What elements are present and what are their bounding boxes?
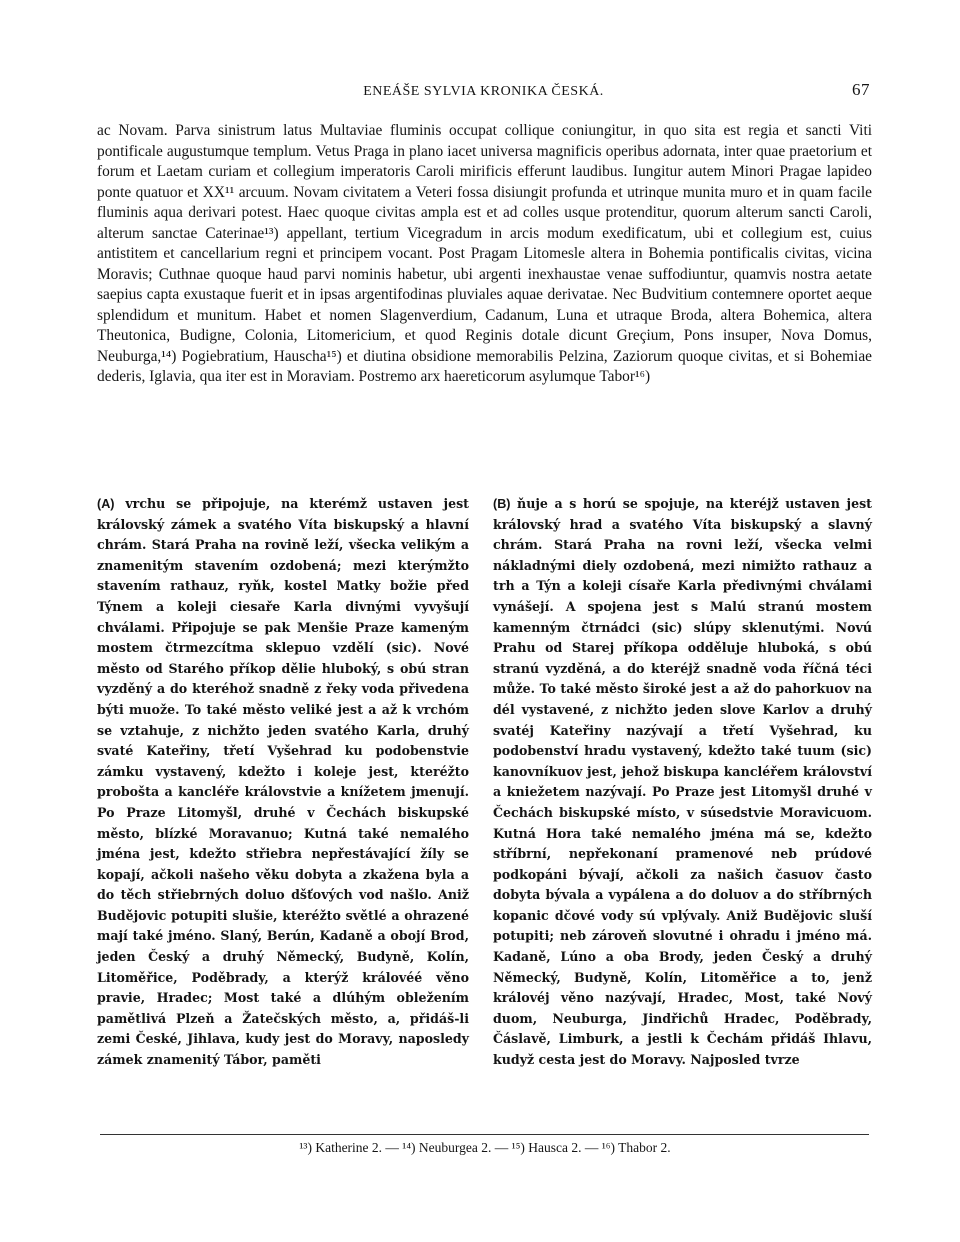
page-number: 67	[852, 80, 870, 99]
czech-column-a	[97, 494, 469, 1071]
running-head	[97, 80, 870, 104]
footnotes: ¹³) Katherine 2. — ¹⁴) Neuburgea 2. — ¹⁵) Hausca 2. — ¹⁶) Thabor 2.	[299, 1140, 671, 1155]
column-b-marker: (B)	[493, 497, 511, 511]
footnote-rule	[100, 1134, 869, 1135]
column-a-text: vrchu se připojuje, na kterémž ustaven jest královský zámek a svatého Víta biskupský a hlavní chrám. Stará Praha na rovině leží, všecka velikým a znamenitým stavením ozdobená; mezi kterýmžto stavením rathauz, ryňk, kostel Matky božie před Týnem a koleji ciesaře Karla divnými vyvyšují chválami. Připojuje se pak Menšie Praze kameným mostem čtrmezcítma sklepuo vzdělí (sic). Nové město od Starého příkop dělie hluboký, s obú stran vyzděný a do kteréhož snadně z řeky voda přivedena býti muože. To také město veliké jest a až k vrchóm se vztahuje, z nichžto jeden svatého Karla, druhý svaté Kateřiny, třetí Vyšehrad ku podobenstvie zámku vystavený, kdežto i koleje jest, kteréžto probošta a kancléře královstvie a knížetem jmenují. Po Praze Litomyšl, druhé v Čechách biskupské město, blízké Moravanuo; Kutná také nemalého jména jest, kdežto střiebra nepřestávající žíly se kopají, ačkoli našeho věku dobyta a zkažena byla a do těch střiebrných doluo dšťových vod našlo. Aniž Budějovic potupiti slušie, kteréžto světlé a ohrazené mají také jméno. Slaný, Berún, Kadaně a obojí Brod, jeden Český a druhý Německý, Budyně, Kolín, Litoměřice, Poděbrady, a kterýž královéé věno pravie, Hradec; Most také a dlúhým obležením pamětlivá Plzeň a Žatečských město, a, přidáš-li zemi České, Jihlava, kudy jest do Moravy, naposledy zámek znamenitý Tábor, paměti	[97, 496, 469, 1068]
latin-paragraph: ac Novam. Parva sinistrum latus Multaviae fluminis occupat collique coniungitur, in quo sita est regia et sancti Viti pontificale augustumque templum. Vetus Praga in plano iacet universa magnificis operibus adornata, inter quae praetorium et forum et Laetam curiam et collegium imperatoris Caroli mirificis efferunt laudibus. Iungitur autem Minori Pragae lapideo ponte quatuor et XX¹¹ arcuum. Novam civitatem a Veteri fossa disiungit profunda et utrinque munita muro et in quam facile fluminis aqua derivari potest. Haec quoque civitas ampla est et ad colles usque protenditur, quorum alterum sancti Caroli, alterum sanctae Caterinae¹³) appellant, tertium Vicegradum in arcis modum exedificatum, ubi et collegium est, cuius antistitem et cancellarium regni et principem vocant. Post Pragam Litomesle altera in Bohemia pontificalis civitas, vicina Moravis; Cuthnae quoque haud parvi nominis habetur, ubi argenti inexhaustae venae suffodiuntur, quamvis nostra aetate saepius capta exustaque fuerit et in ipsas argentifodinas pluviales aquae derivatae. Nec Budvitium contemnere oportet aeque splendidum et munitum. Habet et nomen Slagenverdium, Cadanum, Luna et utraque Broda, altera Bohemica, altera Theutonica, Budigne, Colonia, Litomericium, et quod Reginis dotale dicunt Greçium, Pons insuper, Nova Domus, Neuburga,¹⁴) Pogiebratium, Hauscha¹⁵) et diutina obsidione memorabilis Pelzina, Zaziorum quoque civitas, et si Bohemiae dederis, Iglavia, qua iter est in Moraviam. Postremo arx haereticorum asylumque Tabor¹⁶)	[97, 122, 872, 385]
column-b-text: ňuje a s horú se spojuje, na kteréjž ustaven jest královský hrad a svatého Víta biskupský a slavný chrám. Stará Praha na rovni leží, všecka velmi nákladnými diely ozdobená, mezi nimižto rathauz a trh a Týn a koleji císaře Karla předivnými chválami vynášejí. A spojena jest s Malú stranú mostem kamenným čtrnádci (sic) slúpy sklenutými. Novú Prahu od Starej příkopa odděluje hluboká, s obú stranú vyzděná, a do kteréjž snadně voda říčná téci může. To také město široké jest a až do pahorkuov na dél vystavené, z nichžto jeden slove Karlov a druhý svatéj Kateřiny nazývají a třetí Vyšehrad, ku podobenství hradu vystavený, kdežto také tuum (sic) kanovníkuov jest, jehož biskupa kancléřem království a kniežetem nazývají. Po Praze jest Litomyšl druhé v Čechách biskupské místo, v súsedstvie Moravicuom. Kutná Hora také nemalého jména má se, kdežto stříbrní, nepřekonaní pramenové neb prúdové podkopáni bývají, ačkoli za našich časuov často dobyta bývala a vypálena a do doluov a do stříbrných kopanic dčové vody sú vplývaly. Aniž Budějovic sluší potupiti; neb zároveň slovutné i ohradu i jméno má. Kadaně, Lúno a oba Brody, jeden Český a druhý Německý, Budyně, Kolín, Litoměřice a to, jenž královéj věno nazývají, Hradec, Most, také Nový duom, Neuburga, Jindřichů Hradec, Poděbrady, Čáslavě, Limburk, a jestli k Čechám přidáš Ihlavu, kudyž cesta jest do Moravy. Najposled tvrze	[493, 496, 872, 1068]
page-title: ENEÁŠE SYLVIA KRONIKA ČESKÁ.	[363, 84, 604, 99]
czech-column-b	[493, 494, 872, 1071]
column-a-marker: (A)	[97, 497, 115, 511]
